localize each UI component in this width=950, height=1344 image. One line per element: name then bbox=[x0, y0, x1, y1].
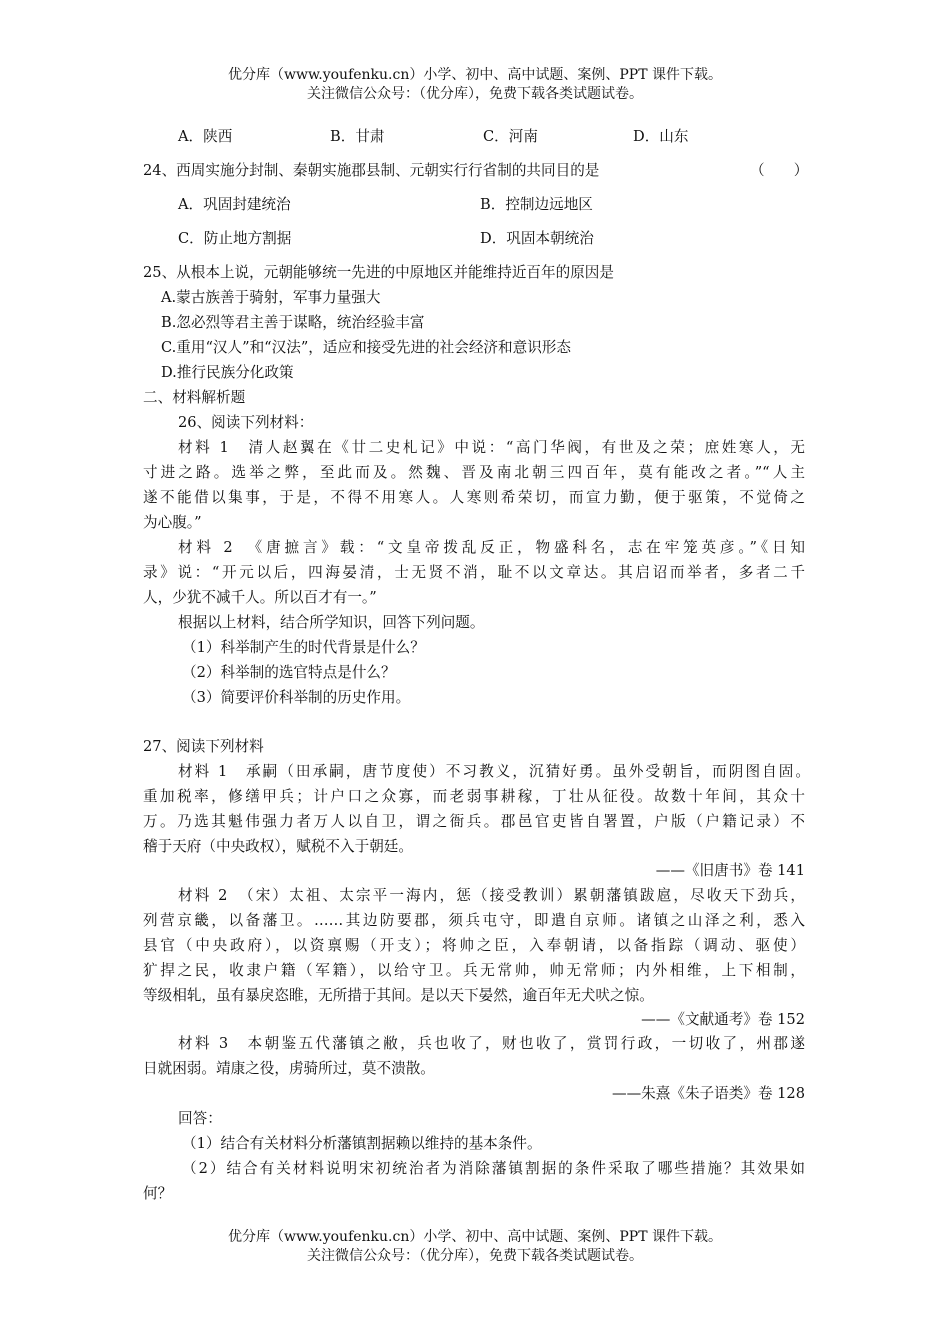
q25-option-b: B.忽必烈等君主善于谋略，统治经验丰富 bbox=[161, 314, 425, 331]
q23-option-a: A．陕西 bbox=[178, 128, 233, 145]
q26-material-1-line-1: 材料 1 清人赵翼在《廿二史札记》中说：“高门华阀，有世及之荣；庶姓寒人，无 bbox=[178, 439, 805, 456]
q26-title: 26、阅读下列材料： bbox=[178, 414, 314, 431]
q25-option-c: C.重用“汉人”和“汉法”，适应和接受先进的社会经济和意识形态 bbox=[161, 339, 571, 356]
q24-stem: 24、西周实施分封制、秦朝实施郡县制、元朝实行行省制的共同目的是 bbox=[143, 162, 600, 179]
q23-option-c: C．河南 bbox=[483, 128, 538, 145]
q26-material-1-line-3: 遂不能借以集事，于是，不得不用寒人。人寒则希荣切，而宣力勤，便于驱策，不觉倚之 bbox=[143, 489, 805, 506]
q26-material-2-line-2: 录》说：“开元以后，四海晏清，士无贤不消，耻不以文章达。其启诏而举者，多者二千 bbox=[143, 564, 805, 581]
q26-question-1: （1）科举制产生的时代背景是什么？ bbox=[182, 639, 425, 656]
q24-option-d: D．巩固本朝统治 bbox=[480, 230, 594, 247]
q23-option-d: D．山东 bbox=[633, 128, 689, 145]
q23-option-b: B．甘肃 bbox=[330, 128, 385, 145]
q27-material-3-line-1: 材料 3 本朝鉴五代藩镇之敝，兵也收了，财也收了，赏罚行政，一切收了，州郡遂 bbox=[178, 1035, 805, 1052]
q27-question-1: （1）结合有关材料分析藩镇割据赖以维持的基本条件。 bbox=[182, 1135, 542, 1152]
q27-material-2-line-3: 县官（中央政府），以资禀赐（开支）；将帅之臣，入奉朝请，以备指踪（调动、驱使） bbox=[143, 937, 805, 954]
q27-material-1-source: ——《旧唐书》卷 141 bbox=[655, 862, 805, 879]
q26-prompt: 根据以上材料，结合所学知识，回答下列问题。 bbox=[178, 614, 485, 631]
q26-material-1-line-2: 寸进之路。选举之弊，至此而及。然魏、晋及南北朝三四百年，莫有能改之者。”“人主 bbox=[143, 464, 805, 481]
q25-option-d: D.推行民族分化政策 bbox=[161, 364, 294, 381]
q27-question-2-cont: 何？ bbox=[143, 1185, 173, 1202]
q24-answer-bracket: （ ） bbox=[750, 162, 809, 179]
q24-option-c: C．防止地方割据 bbox=[178, 230, 292, 247]
page-header-line-2: 关注微信公众号：（优分库），免费下载各类试题试卷。 bbox=[307, 86, 643, 102]
q27-material-2-line-2: 列营京畿，以备藩卫。……其边防要郡，须兵屯守，即遣自京师。诸镇之山泽之利，悉入 bbox=[143, 912, 805, 929]
q26-question-2: （2）科举制的选官特点是什么？ bbox=[182, 664, 396, 681]
q27-material-1-line-4: 稽于天府（中央政权），赋税不入于朝廷。 bbox=[143, 838, 413, 855]
q25-stem: 25、从根本上说，元朝能够统一先进的中原地区并能维持近百年的原因是 bbox=[143, 264, 614, 281]
q27-title: 27、阅读下列材料 bbox=[143, 738, 264, 755]
section-2-title: 二、材料解析题 bbox=[143, 389, 246, 406]
q27-material-1-line-3: 万。乃选其魁伟强力者万人以自卫，谓之衙兵。郡邑官吏皆自署置，户版（户籍记录）不 bbox=[143, 813, 805, 830]
q27-material-2-line-4: 犷捍之民，收隶户籍（军籍），以给守卫。兵无常帅，帅无常师；内外相维，上下相制， bbox=[143, 962, 805, 979]
q27-answer-label: 回答： bbox=[178, 1110, 222, 1127]
q26-material-2-line-1: 材料 2 《唐摭言》载：“文皇帝拨乱反正，物盛科名，志在牢笼英彦。”《日知 bbox=[178, 539, 805, 556]
q26-material-2-line-3: 人，少犹不减千人。所以百才有一。” bbox=[143, 589, 377, 606]
page-header-line-1: 优分库（www.youfenku.cn）小学、初中、高中试题、案例、PPT 课件下载。 bbox=[227, 67, 722, 83]
q27-material-1-line-1: 材料 1 承嗣（田承嗣，唐节度使）不习教义，沉猜好勇。虽外受朝旨，而阴图自固。 bbox=[178, 763, 810, 780]
q24-option-b: B．控制边远地区 bbox=[480, 196, 593, 213]
page-footer-line-2: 关注微信公众号：（优分库），免费下载各类试题试卷。 bbox=[307, 1248, 643, 1264]
q27-material-3-source: ——朱熹《朱子语类》卷 128 bbox=[611, 1085, 805, 1102]
q26-question-3: （3）简要评价科举制的历史作用。 bbox=[182, 689, 411, 706]
q24-option-a: A．巩固封建统治 bbox=[178, 196, 291, 213]
q26-material-1-line-4: 为心腹。” bbox=[143, 514, 202, 531]
q27-question-2: （2）结合有关材料说明宋初统治者为消除藩镇割据的条件采取了哪些措施？其效果如 bbox=[182, 1160, 805, 1177]
q27-material-1-line-2: 重加税率，修缮甲兵；计户口之众寡，而老弱事耕稼，丁壮从征役。故数十年间，其众十 bbox=[143, 788, 805, 805]
q27-material-2-line-1: 材料 2 （宋）太祖、太宗平一海内，惩（接受教训）累朝藩镇跋扈，尽收天下劲兵， bbox=[178, 887, 805, 904]
q27-material-2-source: ——《文献通考》卷 152 bbox=[641, 1011, 805, 1028]
page-footer-line-1: 优分库（www.youfenku.cn）小学、初中、高中试题、案例、PPT 课件下载。 bbox=[227, 1229, 722, 1245]
q27-material-2-line-5: 等级相轧，虽有暴戾恣睢，无所措于其间。是以天下晏然，逾百年无犬吠之惊。 bbox=[143, 987, 654, 1004]
q27-material-3-line-2: 日就困弱。靖康之役，虏骑所过，莫不溃散。 bbox=[143, 1060, 435, 1077]
q25-option-a: A.蒙古族善于骑射，军事力量强大 bbox=[161, 289, 381, 306]
